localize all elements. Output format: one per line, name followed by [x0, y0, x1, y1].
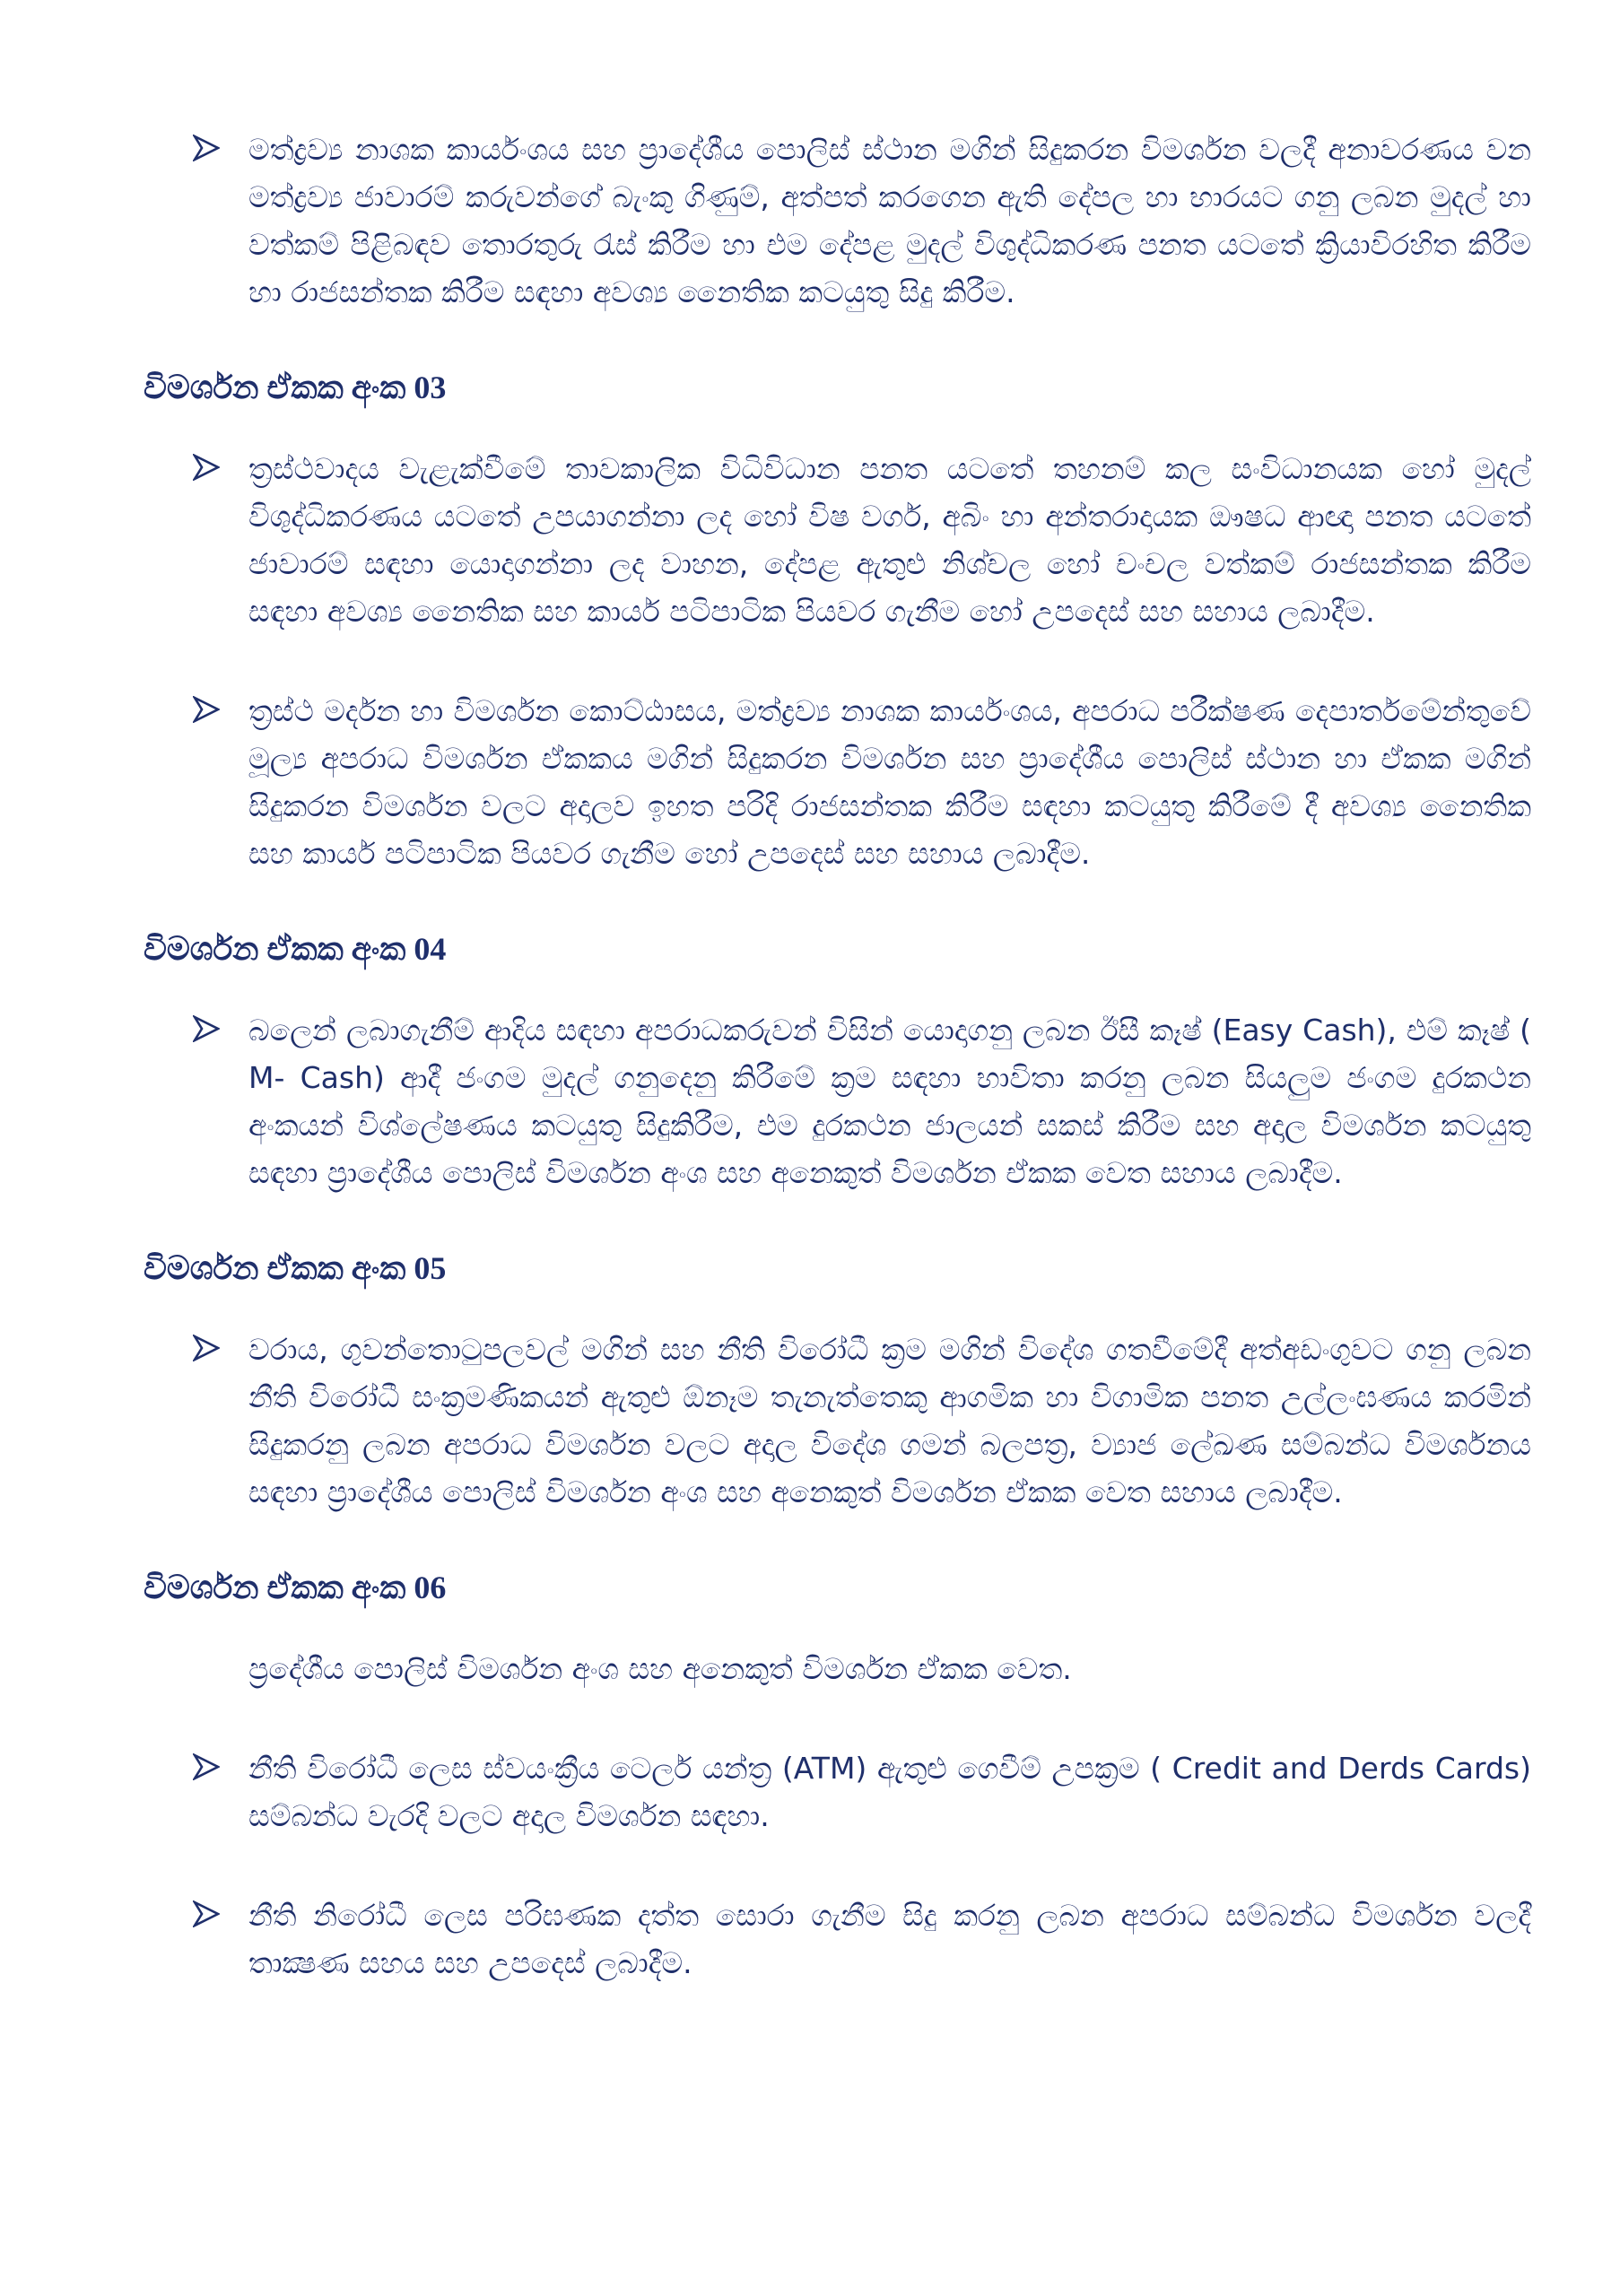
bullet-text: ත්‍රස්ථවාදය වැළැක්වීමේ තාවකාලික විධිවිධාන පනත යටතේ තහනම් කල සංවිධානයක හෝ මුදල් විශුද්ධිකරණය යටතේ උපයාගන්නා ලද හෝ විෂ වර්ග, අබිං හා අන්තරාදායක ඖෂධ ආඥා පනත යටතේ ජාවාරම් සඳහා යොදාගන්නා ලද වාහන, දේපළ ඇතුළු නිශ්චල හෝ චංචල වත්කම් රාජසන්තක කිරීම සඳහා අවශ්‍ය නෛතික සහ කාර්ය පටිපාටික පියවර ගැනීම හෝ උපදෙස් සහ සහාය ලබාදීම. [248, 451, 1531, 629]
section-heading-04 [144, 929, 1530, 969]
heading-label: විමර්ශන ඒකක අංක [144, 370, 414, 405]
section-heading-06 [144, 1568, 1530, 1607]
heading-label: විමර්ශන ඒකක අංක [144, 1570, 414, 1605]
bullet-text: නීති නිරෝධී ලෙස පරිඝණක දත්ත සොරා ගැනීම සිදු කරනු ලබන අපරාධ සම්බන්ධ විමර්ශන වලදී තාක්‍ෂණ සහය සහ උපදෙස් ලබාදීම. [248, 1898, 1531, 1980]
arrowhead-bullet-icon [193, 1753, 220, 1780]
arrowhead-bullet-icon [193, 1900, 220, 1927]
arrowhead-bullet-icon [193, 135, 220, 161]
arrowhead-bullet-icon [193, 696, 220, 723]
section-intro-text: ප්‍රදේශීය පොලිස් විමර්ශන අංශ සහ අනෙකුත් විමර්ශන ඒකක වෙත. [248, 1651, 1072, 1686]
heading-number: 04 [414, 931, 447, 967]
arrowhead-bullet-icon [193, 454, 220, 481]
bullet-item [193, 687, 1531, 877]
arrowhead-bullet-icon [193, 1335, 220, 1361]
bullet-text: ත්‍රස්ථ මර්දන හා විමර්ශන කොට්ඨාසය, මත්ද්‍රව්‍ය නාශක කාර්යංශය, අපරාධ පරීක්ෂණ දෙපාර්තමේන්තුවේ මූල්‍ය අපරාධ විමර්ශන ඒකකය මගින් සිදුකරන විමර්ශන සහ ප්‍රාදේශීය පොලිස් ස්ථාන හා ඒකක මගින් සිදුකරන විමර්ශන වලට අදාලව ඉහත පරිදි රාජසන්තක කිරීම සඳහා කටයුතු කිරීමේ දී අවශ්‍ය නෛතික සහ කාර්ය පටිපාටික පියවර ගැනීම හෝ උපදෙස් සහ සහාය ලබාදීම. [248, 693, 1531, 871]
heading-label: විමර්ශන ඒකක අංක [144, 931, 414, 967]
heading-label: විමර්ශන ඒකක අංක [144, 1250, 414, 1286]
section-heading-05 [144, 1248, 1530, 1288]
bullet-item [193, 1326, 1531, 1516]
heading-number: 05 [414, 1250, 447, 1286]
arrowhead-bullet-icon [193, 1015, 220, 1042]
bullet-item [193, 126, 1531, 316]
section-heading-03 [144, 368, 1530, 407]
bullet-item [193, 1006, 1531, 1196]
bullet-item [193, 445, 1531, 635]
heading-number: 03 [414, 370, 447, 405]
bullet-item [193, 1892, 1531, 1987]
bullet-item [193, 1744, 1531, 1839]
bullet-text: බලෙන් ලබාගැනීම් ආදිය සඳහා අපරාධකරුවන් විසින් යොදාගනු ලබන ඊසී කෑෂ් (Easy Cash), එම් කෑෂ් ( M- Cash) ආදී ජංගම මුදල් ගනුදෙනු කිරීමේ ක්‍රම සඳහා භාවිතා කරනු ලබන සියලුම ජංගම දුරකථන අංකයන් විශ්ලේෂණය කටයුතු සිදුකිරීම, එම දුරකථන ජාලයන් සකස් කිරීම සහ අදාල විමර්ශන කටයුතු සඳහා ප්‍රාදේශීය පොලිස් විමර්ශන අංශ සහ අනෙකුත් විමර්ශන ඒකක වෙත සහාය ලබාදීම. [248, 1013, 1531, 1190]
bullet-text: වරාය, ගුවන්තොටුපලවල් මගින් සහ නීති විරෝධී ක්‍රම මගින් විදේශ ගතවීමේදී අත්අඩංගුවට ගනු ලබන නීති විරෝධී සංක්‍රමණිකයන් ඇතුළු ඕනෑම තැනැත්තෙකු ආගමික හා විගාමික පනත උල්ලංඝණය කරමින් සිදුකරනු ලබන අපරාධ විමර්ශන වලට අදාල විදේශ ගමන් බලපත්‍ර, ව්‍යාජ ලේඛණ සම්බන්ධ විමර්ශනය සඳහා ප්‍රාදේශීය පොලිස් විමර්ශන අංශ සහ අනෙකුත් විමර්ශන ඒකක වෙත සහාය ලබාදීම. [248, 1332, 1531, 1509]
bullet-text: නීති විරෝධී ලෙස ස්වයංක්‍රීය ටෙලර් යන්ත්‍ර (ATM) ඇතුළු ගෙවීම් උපක්‍රම ( Credit and Derds Cards) සම්බන්ධ වැරදි වලට අදාල විමර්ශන සඳහා. [248, 1751, 1531, 1833]
heading-number: 06 [414, 1570, 447, 1605]
bullet-text: මත්ද්‍රව්‍ය නාශක කාර්යංශය සහ ප්‍රාදේශීය පොලිස් ස්ථාන මගින් සිදුකරන විමර්ශන වලදී අනාවරණය වන මත්ද්‍රව්‍ය ජාවාරම් කරුවන්ගේ බැංකු ගිණුම්, අත්පත් කරගෙන ඇති දේපල හා භාරයට ගනු ලබන මුදල් හා වත්කම් පිළිබඳව තොරතුරු රැස් කිරීම හා එම දේපළ මුදල් විශුද්ධිකරණ පනත යටතේ ක්‍රියාවිරහිත කිරීම හා රාජසන්තක කිරීම සඳහා අවශ්‍ය නෛතික කටයුතු සිදු කිරීම. [248, 132, 1531, 309]
